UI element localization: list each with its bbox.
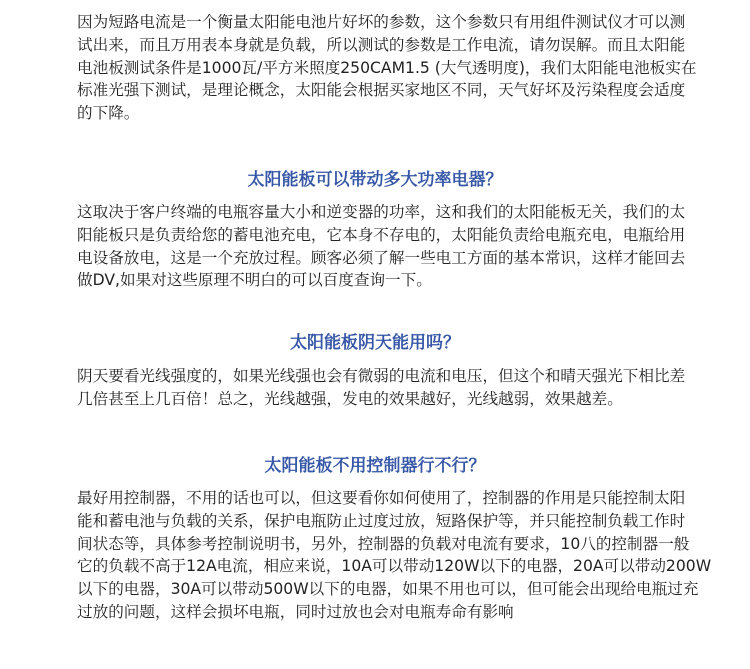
- paragraph-line: 能和蓄电池与负载的关系，保护电瓶防止过度过放，短路保护等，并只能控制负载工作时: [77, 511, 686, 530]
- heading-power-capacity: 太阳能板可以带动多大功率电器？: [247, 170, 503, 190]
- paragraph-cloudy-days: [77, 365, 707, 411]
- paragraph-line: 过放的问题，这样会损坏电瓶，同时过放也会对电瓶寿命有影响: [77, 602, 514, 621]
- paragraph-short-circuit-current: [77, 11, 707, 125]
- clipped-heading-remnant: [140, 0, 610, 4]
- paragraph-power-capacity: [77, 201, 707, 292]
- paragraph-line: 以下的电器，30A可以带动500W以下的电器，如果不用也可以，但可能会出现给电瓶过充: [77, 580, 699, 599]
- paragraph-controller: [77, 487, 712, 624]
- paragraph-line: 它的负载不高于12A电流，相应来说，10A可以带动120W以下的电器，20A可以带动200W: [77, 557, 712, 576]
- paragraph-line: 阴天要看光线强度的，如果光线强也会有微弱的电流和电压，但这个和晴天强光下相比差: [77, 367, 686, 385]
- paragraph-line: 间状态等，具体参考控制说明书，另外，控制器的负载对电流有要求，10八的控制器一般: [77, 534, 690, 553]
- paragraph-line: 电设备放电，这是一个充放过程。顾客必须了解一些电工方面的基本常识，这样才能回去: [77, 248, 686, 267]
- paragraph-line: 阳能板只是负责给您的蓄电池充电，它本身不存电的，太阳能负责给电瓶充电，电瓶给用: [77, 225, 686, 244]
- paragraph-line: 的下降。: [77, 104, 140, 123]
- paragraph-line: 试出来，而且万用表本身就是负载，所以测试的参数是工作电流，请勿误解。而且太阳能: [77, 35, 686, 54]
- paragraph-line: 这取决于客户终端的电瓶容量大小和逆变器的功率，这和我们的太阳能板无关，我们的太: [77, 203, 686, 221]
- paragraph-line: 因为短路电流是一个衡量太阳能电池片好坏的参数，这个参数只有用组件测试仪才可以测: [77, 13, 686, 31]
- paragraph-line: 几倍甚至上几百倍！总之，光线越强，发电的效果越好，光线越弱，效果越差。: [77, 389, 623, 408]
- heading-controller: 太阳能板不用控制器行不行？: [264, 456, 486, 476]
- paragraph-line: 最好用控制器，不用的话也可以，但这要看你如何使用了，控制器的作用是只能控制太阳: [77, 489, 686, 507]
- paragraph-line: 标准光强下测试，是理论概念，太阳能会根据买家地区不同，天气好坏及污染程度会适度: [77, 81, 686, 100]
- paragraph-line: 电池板测试条件是1000瓦/平方米照度250CAM1.5 (大气透明度)，我们太阳能电池板实在: [77, 58, 697, 77]
- heading-cloudy-days: 太阳能板阴天能用吗？: [290, 333, 460, 353]
- paragraph-line: 做DV,如果对这些原理不明白的可以百度查询一下。: [77, 271, 432, 290]
